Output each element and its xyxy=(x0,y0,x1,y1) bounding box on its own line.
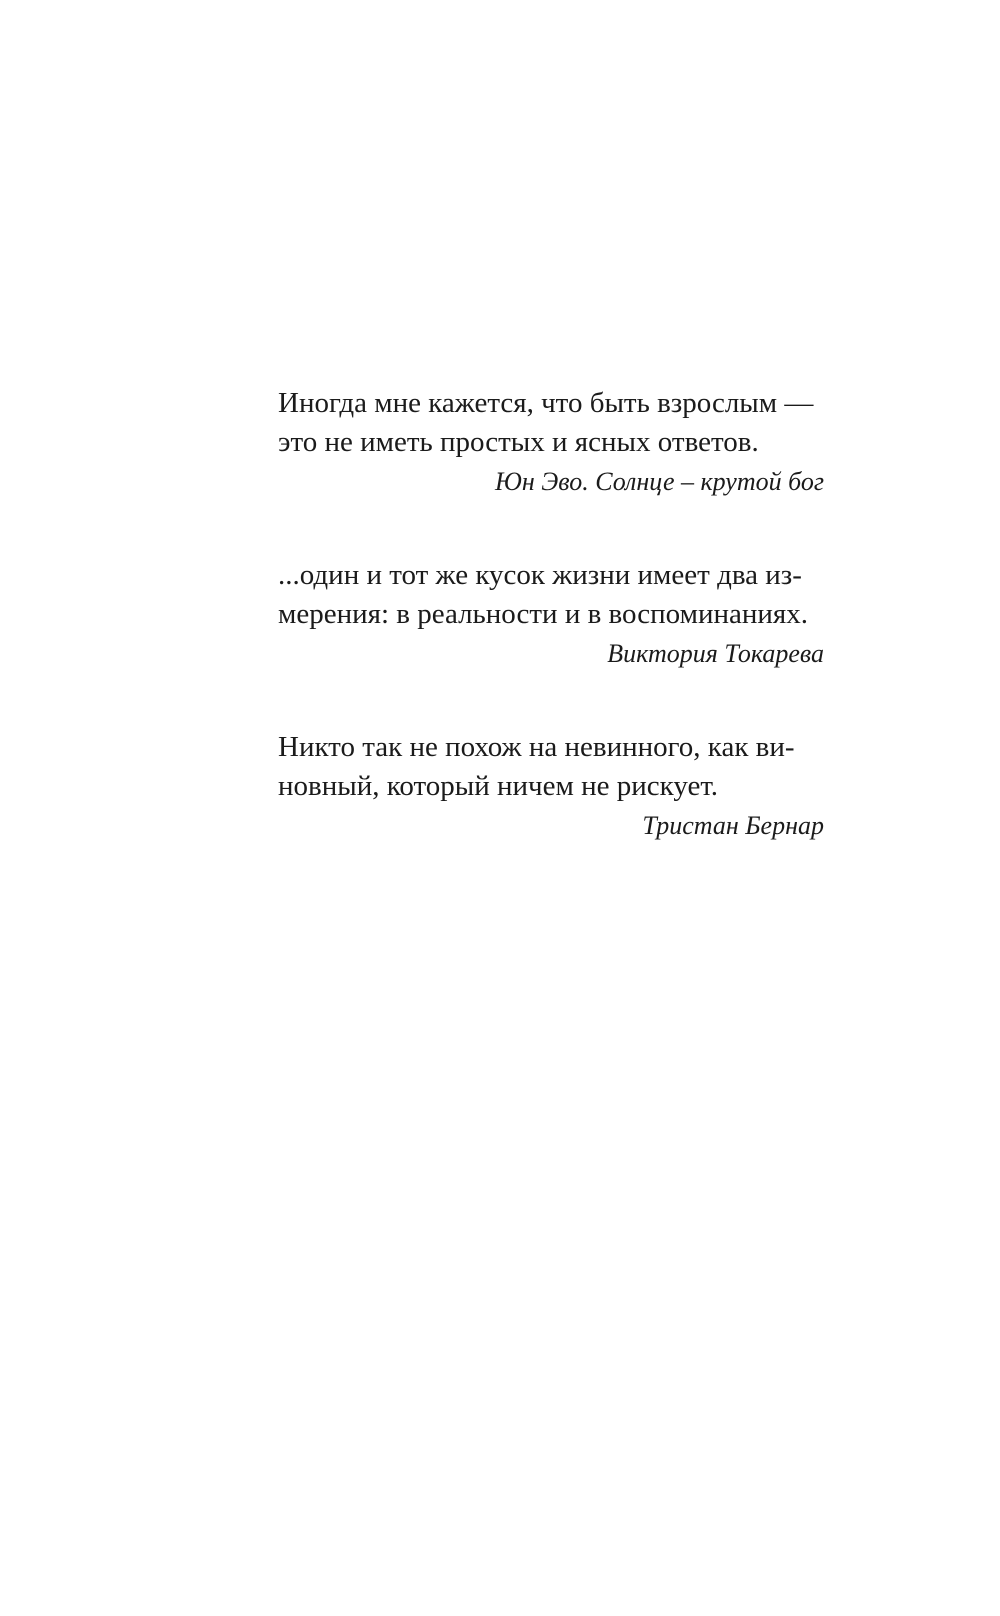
quote-attribution: Виктория Токарева xyxy=(607,639,824,668)
quote-attribution: Юн Эво. Солнце – крутой бог xyxy=(494,467,824,496)
epigraphs-block xyxy=(278,384,824,900)
quote-line: Никто так не похож на невинного, как ви- xyxy=(278,731,795,763)
quote-line: новный, который ничем не рискует. xyxy=(278,770,719,802)
quote-line: ...один и тот же кусок жизни имеет два из- xyxy=(278,559,802,591)
epigraph xyxy=(278,556,824,674)
quote-line: мерения: в реальности и в воспоминаниях. xyxy=(278,598,808,630)
quote-line: Иногда мне кажется, что быть взрослым — xyxy=(278,387,814,419)
epigraph xyxy=(278,384,824,502)
quote-attribution: Тристан Бернар xyxy=(642,811,824,840)
epigraph xyxy=(278,728,824,846)
quote-line: это не иметь простых и ясных ответов. xyxy=(278,426,759,458)
